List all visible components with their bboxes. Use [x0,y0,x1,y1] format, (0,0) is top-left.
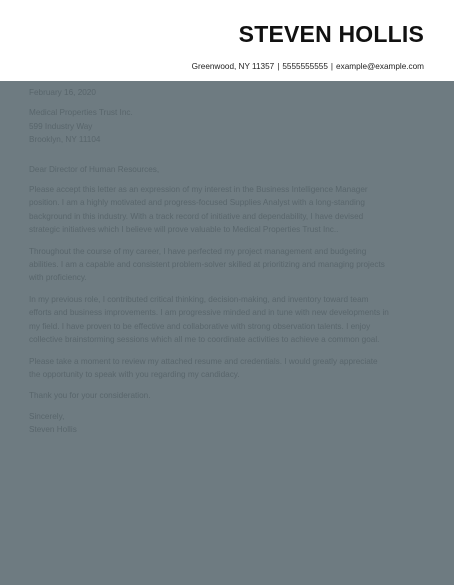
paragraph-1 [29,183,426,237]
paragraph-2 [29,245,426,285]
paragraph-line: background in this industry. With a track record of initiative and dependability, I have devised [29,211,364,221]
recipient-city: Brooklyn, NY 11104 [29,135,101,145]
letter-body [0,81,454,585]
letter-date: February 16, 2020 [29,88,96,97]
contact-separator: | [330,62,334,71]
paragraph-line: my field. I have proven to be effective and collaborative with strong observation talents. I enjoy [29,321,371,331]
paragraph-line: collective brainstorming sessions which all me to coordinate activities to achieve a common goal. [29,335,380,345]
contact-line [192,61,424,72]
paragraph-line: the opportunity to speak with you regarding my candidacy. [29,369,240,379]
paragraph-line: position. I am a highly motivated and progress-focused Supplies Analyst with a long-standing [29,198,365,208]
signature-name: Steven Hollis [29,425,77,435]
paragraph-line: In my previous role, I contributed critical thinking, decision-making, and inventory toward team [29,294,369,304]
recipient-address [29,106,426,146]
signoff: Sincerely, [29,411,65,421]
contact-address: Greenwood, NY 11357 [191,62,275,71]
recipient-street: 599 Industry Way [29,121,93,131]
recipient-company: Medical Properties Trust Inc. [29,108,133,118]
paragraph-3 [29,293,426,347]
paragraph-line: Throughout the course of my career, I have perfected my project management and budgeting [29,246,367,256]
paragraph-line: strategic initiatives which I believe will prove valuable to Medical Properties Trust Inc.. [29,225,339,235]
paragraph-4 [29,355,426,382]
contact-phone: 5555555555 [282,62,328,71]
paragraph-line: Please take a moment to review my attached resume and credentials. I would greatly appreciate [29,356,378,366]
paragraph-line: abilities. I am a capable and consistent problem-solver skilled at prioritizing and managing projects [29,260,385,270]
paragraph-line: Please accept this letter as an expression of my interest in the Business Intelligence Manager [29,185,368,195]
closing-thanks: Thank you for your consideration. [29,391,151,401]
contact-separator: | [277,62,280,71]
paragraph-line: efforts and business improvements. I am progressive minded and in tune with new developments in [29,308,389,318]
applicant-name: STEVEN HOLLIS [238,21,424,47]
contact-email: example@example.com [336,62,424,71]
letter-header [0,0,454,81]
salutation: Dear Director of Human Resources, [29,164,160,174]
paragraph-line: with proficiency. [29,273,87,283]
